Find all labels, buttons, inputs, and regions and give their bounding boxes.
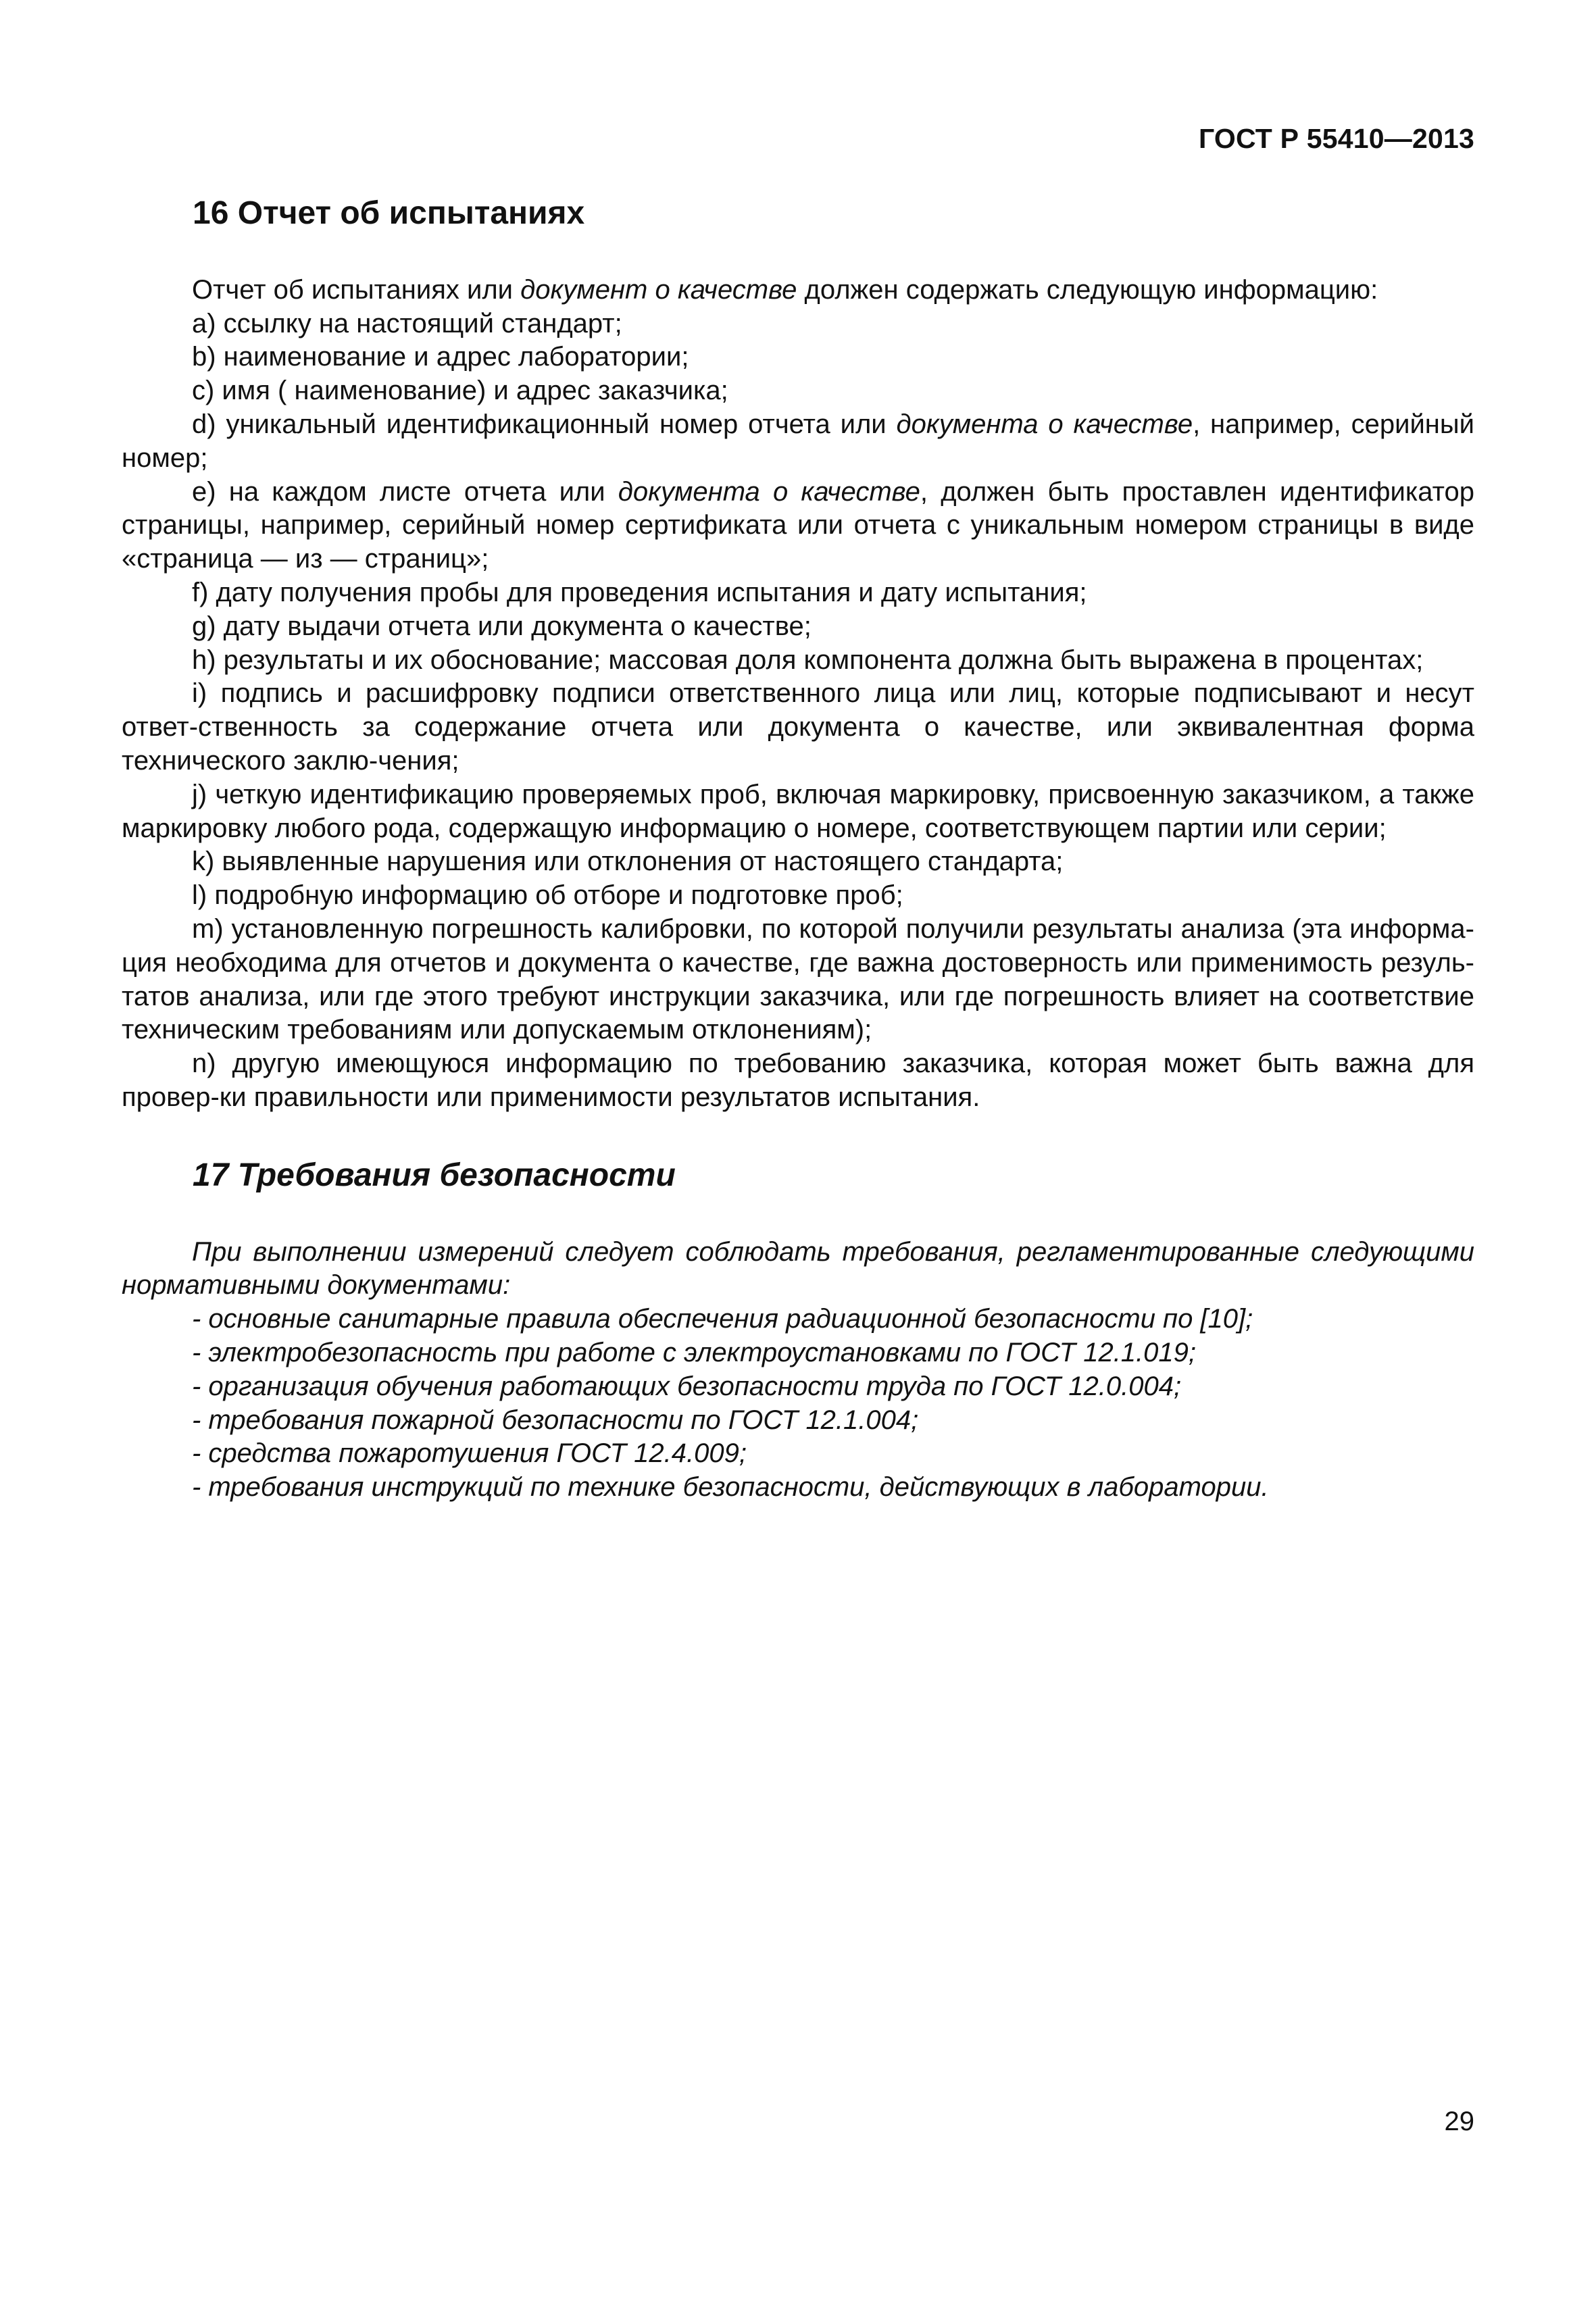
list-item-j: j) четкую идентификацию проверяемых проб, включая маркировку, присвоенную заказчиком, а также маркировку любого рода, содержащую информацию о номере, соответствующем партии или серии; [122,779,1474,843]
list-item-d: d) уникальный идентификационный номер отчета или документа о качестве, например, серийный номер; [122,409,1474,473]
page-content [122,196,1474,1505]
list-item-f: f) дату получения пробы для проведения испытания и дату испытания; [192,577,1087,607]
list-item-i: i) подпись и расшифровку подписи ответственного лица или лиц, которые подписывают и несут ответ-ственность за содержание отчета или документа о качестве, или эквивалентная форма технического заклю-чения; [122,678,1474,776]
list-item-g: g) дату выдачи отчета или документа о качестве; [192,611,812,641]
list-item-n: n) другую имеющуюся информацию по требованию заказчика, которая может быть важна для провер-ки правильности или применимости результатов испытания. [122,1049,1474,1112]
safety-list-item: - требования инструкций по технике безопасности, действующих в лаборатории. [192,1472,1269,1503]
list-item-b: b) наименование и адрес лаборатории; [192,342,689,372]
safety-list-item: - средства пожаротушения ГОСТ 12.4.009; [192,1438,747,1469]
page-number: 29 [1444,2107,1474,2136]
list-item-h: h) результаты и их обоснование; массовая доля компонента должна быть выражена в процентах; [192,645,1424,675]
list-item-a: а) ссылку на настоящий стандарт; [192,308,622,338]
section-17-body [122,1236,1474,1505]
section-16-title: 16 Отчет об испытаниях [193,195,585,231]
list-item-k: k) выявленные нарушения или отклонения от настоящего стандарта; [192,847,1064,877]
list-item-e: е) на каждом листе отчета или документа о качестве, должен быть проставлен идентификатор страницы, например, серийный номер сертификата или отчета с уникальным номером страницы в виде «страница — из — страниц»; [122,476,1474,574]
list-item-l: l) подробную информацию об отборе и подготовке проб; [192,880,903,911]
safety-list-item: - требования пожарной безопасности по ГОСТ 12.1.004; [192,1405,919,1435]
document-code-header: ГОСТ Р 55410—2013 [1199,123,1474,154]
safety-list-item: - организация обучения работающих безопасности труда по ГОСТ 12.0.004; [192,1371,1182,1401]
section-17-intro: При выполнении измерений следует соблюдать требования, регламентированные следующими нормативными документами: [122,1236,1474,1301]
safety-list-item: - электробезопасность при работе с электроустановками по ГОСТ 12.1.019; [192,1337,1197,1367]
section-16-intro: Отчет об испытаниях или документ о качестве должен содержать следующую информацию: [192,274,1378,305]
section-17-title: 17 Требования безопасности [193,1157,676,1193]
list-item-m: m) установленную погрешность калибровки, по которой получили результаты анализа (эта информа-ция необходима для отчетов и документа о качестве, где важна достоверность или применимость резуль-татов анализа, или где этого требуют инструкции заказчика, или где погрешность влияет на соответствие техническим требованиям или допускаемым отклонениям); [122,913,1474,1045]
list-item-c: с) имя ( наименование) и адрес заказчика; [192,376,728,406]
safety-list-item: - основные санитарные правила обеспечения радиационной безопасности по [10]; [192,1304,1253,1334]
section-16-body [122,274,1474,1115]
